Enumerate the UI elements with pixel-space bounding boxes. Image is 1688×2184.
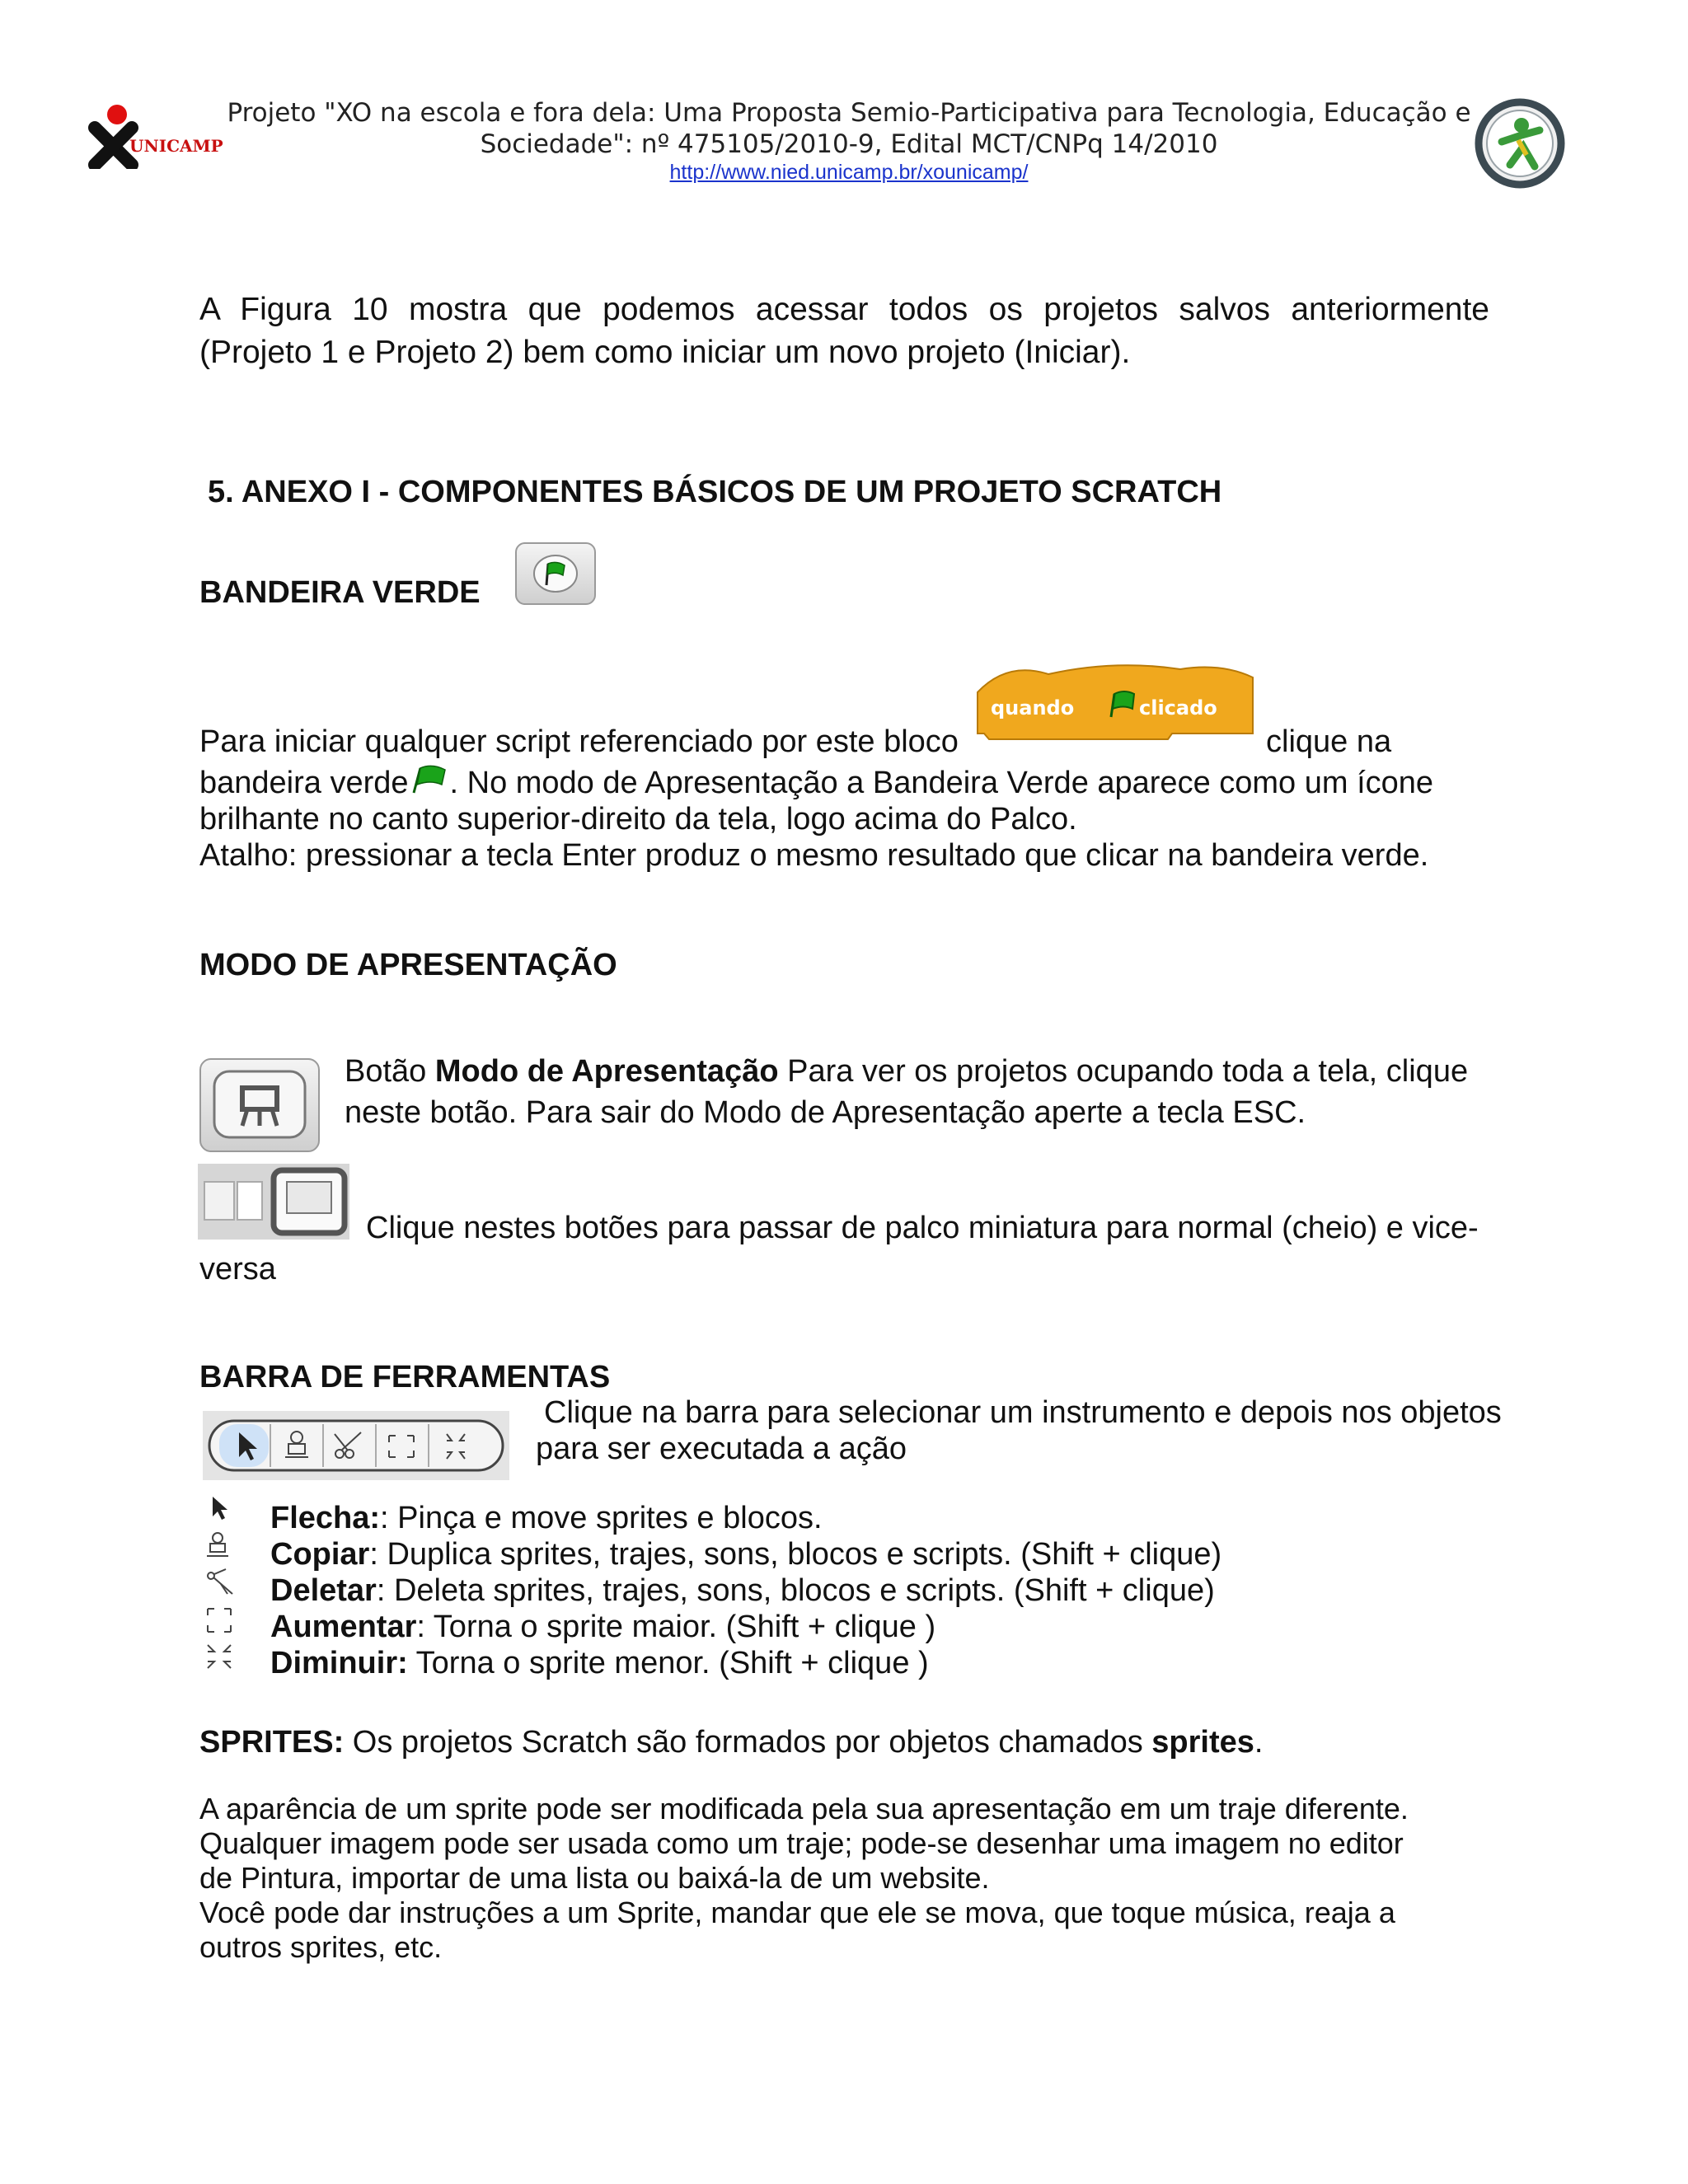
sprites-intro bbox=[199, 1724, 1263, 1760]
tool-scissors-text bbox=[270, 1572, 1215, 1609]
scissors-icon bbox=[203, 1566, 236, 1599]
bandeira-line-3: brilhante no canto superior-direito da tela, logo acima do Palco. bbox=[199, 802, 1077, 837]
tool-stamp-desc: : Duplica sprites, trajes, sons, blocos e scripts. (Shift + clique) bbox=[369, 1537, 1222, 1572]
grow-icon bbox=[204, 1605, 234, 1635]
intro-line-1: A Figura 10 mostra que podemos acessar todos os projetos salvos anteriormente bbox=[199, 292, 1489, 327]
block-word-clicado: clicado bbox=[1139, 696, 1217, 719]
arrow-icon bbox=[208, 1493, 232, 1523]
sprites-label: SPRITES: bbox=[199, 1725, 345, 1760]
block-word-quando: quando bbox=[991, 696, 1075, 719]
header-link[interactable]: http://www.nied.unicamp.br/xounicamp/ bbox=[669, 161, 1029, 184]
tool-stamp-text bbox=[270, 1536, 1221, 1572]
presentation-icon bbox=[201, 1060, 318, 1151]
tool-stamp-name: Copiar bbox=[270, 1537, 370, 1572]
when-flag-clicked-block bbox=[974, 659, 1256, 750]
stage-size-buttons bbox=[198, 1164, 349, 1240]
section-title: 5. ANEXO I - COMPONENTES BÁSICOS DE UM PROJETO SCRATCH bbox=[208, 475, 1222, 509]
barra-desc-2: para ser executada a ação bbox=[536, 1432, 907, 1466]
header-line-2: Sociedade": nº 475105/2010-9, Edital MCT/CNPq 14/2010 bbox=[480, 129, 1218, 159]
bandeira-p1-after: clique na bbox=[1266, 724, 1392, 759]
tool-grow-desc: : Torna o sprite maior. (Shift + clique ) bbox=[416, 1610, 936, 1644]
barra-heading: BARRA DE FERRAMENTAS bbox=[199, 1360, 611, 1394]
tool-scissors-desc: : Deleta sprites, trajes, sons, blocos e scripts. (Shift + clique) bbox=[376, 1573, 1215, 1608]
modo-text-1 bbox=[345, 1053, 1468, 1090]
presentation-mode-button[interactable] bbox=[199, 1058, 320, 1152]
tool-grow-name: Aumentar bbox=[270, 1610, 417, 1644]
tool-arrow-name: Flecha: bbox=[270, 1501, 381, 1535]
header-text bbox=[214, 97, 1484, 185]
modo-text-3: Clique nestes botões para passar de palco miniatura para normal (cheio) e vice- bbox=[366, 1211, 1479, 1245]
green-flag-icon bbox=[517, 544, 594, 603]
sprites-p3: de Pintura, importar de uma lista ou baixá-la de um website. bbox=[199, 1861, 990, 1895]
tool-arrow-desc: : Pinça e move sprites e blocos. bbox=[380, 1501, 823, 1535]
bandeira-p2-end: . No modo de Apresentação a Bandeira Verde aparece como um ícone bbox=[449, 766, 1434, 800]
sprites-p4: Você pode dar instruções a um Sprite, mandar que ele se mova, que toque música, reaja a bbox=[199, 1896, 1395, 1929]
sprites-p1: A aparência de um sprite pode ser modificada pela sua apresentação em um traje diferente. bbox=[199, 1792, 1409, 1825]
small-stage-button[interactable] bbox=[198, 1164, 270, 1240]
barra-desc-1: Clique na barra para selecionar um instrumento e depois nos objetos bbox=[544, 1395, 1502, 1430]
unicamp-xo-logo bbox=[87, 103, 223, 169]
bandeira-verde-heading: BANDEIRA VERDE bbox=[199, 575, 481, 610]
intro-paragraph bbox=[199, 288, 1489, 374]
bandeira-p2-start: bandeira verde bbox=[199, 766, 409, 800]
tool-shrink-desc: Torna o sprite menor. (Shift + clique ) bbox=[407, 1646, 929, 1680]
modo-text-2: neste botão. Para sair do Modo de Apresentação aperte a tecla ESC. bbox=[345, 1095, 1306, 1130]
intro-line-2: (Projeto 1 e Projeto 2) bem como iniciar um novo projeto (Iniciar). bbox=[199, 335, 1131, 370]
modo-t1-post: Para ver os projetos ocupando toda a tela, clique bbox=[778, 1054, 1469, 1089]
toolbar-image bbox=[203, 1411, 509, 1480]
tool-arrow-text bbox=[270, 1500, 823, 1536]
header-line-1: Projeto "XO na escola e fora dela: Uma Proposta Semio-Participativa para Tecnologia, Educação e bbox=[227, 98, 1471, 128]
sprites-paragraph bbox=[199, 1792, 1409, 1965]
sprites-p5: outros sprites, etc. bbox=[199, 1930, 443, 1964]
green-flag-button[interactable] bbox=[515, 542, 596, 605]
sprites-period: . bbox=[1254, 1725, 1264, 1760]
project-logo-right bbox=[1474, 97, 1566, 190]
modo-t1-bold: Modo de Apresentação bbox=[434, 1054, 779, 1089]
bandeira-line-4: Atalho: pressionar a tecla Enter produz o mesmo resultado que clicar na bandeira verde. bbox=[199, 838, 1429, 873]
bandeira-p1-before: Para iniciar qualquer script referenciado por este bloco bbox=[199, 724, 959, 759]
bandeira-line-2 bbox=[199, 763, 1433, 801]
tool-shrink-text bbox=[270, 1645, 929, 1681]
logo-text: UNICAMP bbox=[129, 136, 223, 156]
sprites-bold-end: sprites bbox=[1151, 1725, 1254, 1760]
modo-heading: MODO DE APRESENTAÇÃO bbox=[199, 948, 617, 982]
sprites-p2: Qualquer imagem pode ser usada como um traje; pode-se desenhar uma imagem no editor bbox=[199, 1826, 1404, 1860]
inline-green-flag-icon bbox=[409, 763, 450, 796]
tool-scissors-name: Deletar bbox=[270, 1573, 377, 1608]
shrink-icon bbox=[204, 1642, 234, 1671]
full-stage-button[interactable] bbox=[270, 1164, 349, 1240]
modo-text-4: versa bbox=[199, 1252, 276, 1286]
modo-t1-pre: Botão bbox=[345, 1054, 435, 1089]
tool-grow-text bbox=[270, 1609, 935, 1645]
stamp-icon bbox=[203, 1530, 232, 1563]
sprites-text: Os projetos Scratch são formados por objetos chamados bbox=[344, 1725, 1152, 1760]
tool-shrink-name: Diminuir: bbox=[270, 1646, 408, 1680]
